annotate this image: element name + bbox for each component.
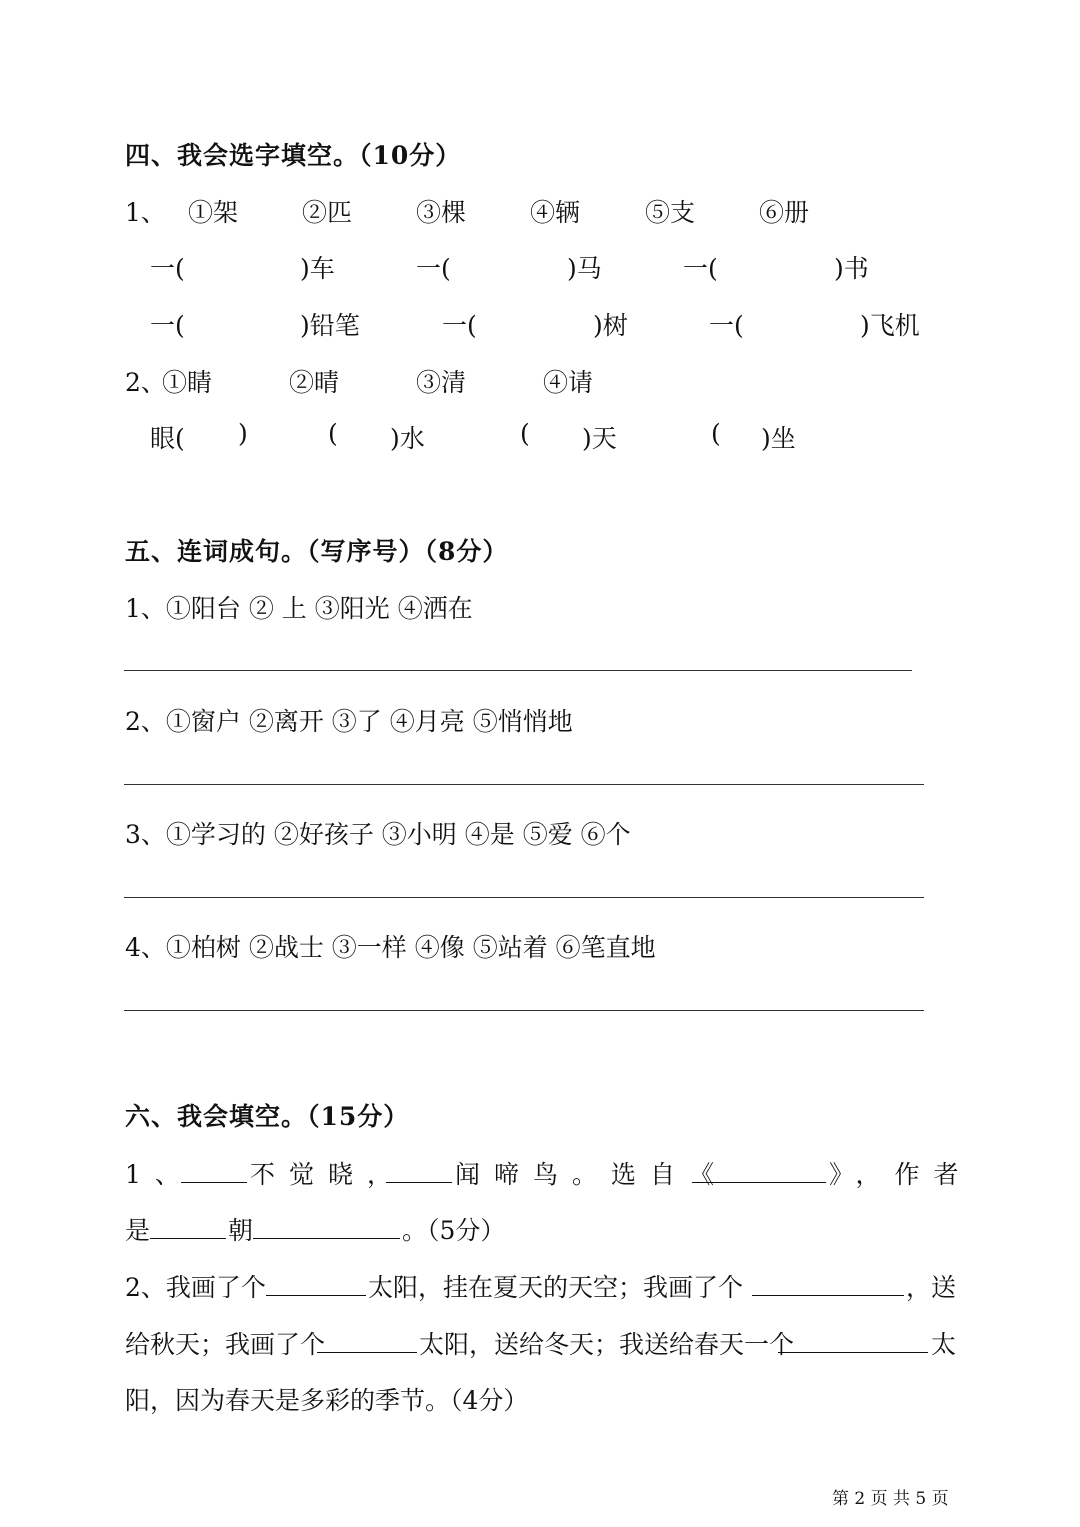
answer-blank[interactable]	[725, 251, 830, 277]
word-suffix: )坐	[761, 424, 796, 453]
fill-text: 。（5分）	[402, 1216, 506, 1245]
fill-text: 2、我画了个	[125, 1273, 266, 1302]
word-prefix: (	[711, 419, 721, 448]
answer-line[interactable]	[124, 1010, 924, 1011]
question-number: 1、	[125, 1160, 194, 1189]
answer-blank[interactable]	[752, 1271, 904, 1296]
answer-blank[interactable]	[192, 251, 297, 277]
section-4-title: 四、我会选字填空。（10分）	[125, 141, 462, 170]
question-number: 1、	[125, 198, 166, 227]
word-prefix: (	[328, 419, 338, 448]
measure-word-suffix: )车	[300, 254, 335, 283]
option: ②晴	[289, 368, 340, 397]
fill-text: 朝	[228, 1216, 254, 1245]
fill-text: 给秋天；我画了个	[125, 1330, 326, 1359]
question-text: 1、①阳台 ② 上 ③阳光 ④洒在	[125, 594, 473, 623]
measure-word-prefix: 一(	[416, 254, 451, 283]
option: ⑤支	[645, 198, 696, 227]
word-prefix: (	[520, 419, 530, 448]
measure-word-suffix: )马	[567, 254, 602, 283]
option: ①睛	[162, 368, 213, 397]
option: ⑥册	[759, 198, 810, 227]
option: ③棵	[416, 198, 467, 227]
section-5-title: 五、连词成句。（写序号）（8分）	[125, 537, 509, 566]
answer-blank[interactable]	[386, 1158, 452, 1183]
answer-blank[interactable]	[727, 421, 759, 447]
answer-blank[interactable]	[778, 1328, 928, 1353]
word-prefix: 眼(	[150, 424, 185, 453]
answer-line[interactable]	[124, 670, 912, 671]
question-text: 4、①柏树 ②战士 ③一样 ④像 ⑤站着 ⑥笔直地	[125, 933, 656, 962]
option: ④请	[543, 368, 594, 397]
fill-text: 不觉晓，	[250, 1160, 407, 1189]
answer-blank[interactable]	[751, 308, 856, 334]
question-text: 3、①学习的 ②好孩子 ③小明 ④是 ⑤爱 ⑥个	[125, 820, 631, 849]
answer-blank[interactable]	[484, 308, 589, 334]
measure-word-suffix: )飞机	[860, 311, 920, 340]
answer-blank[interactable]	[266, 1271, 366, 1296]
answer-blank[interactable]	[192, 421, 234, 447]
answer-blank[interactable]	[692, 1158, 826, 1183]
option: ④辆	[530, 198, 581, 227]
fill-text: 阳，因为春天是多彩的季节。（4分）	[125, 1386, 529, 1415]
answer-line[interactable]	[124, 784, 924, 785]
answer-blank[interactable]	[344, 421, 386, 447]
word-suffix: )天	[582, 424, 617, 453]
measure-word-prefix: 一(	[150, 311, 185, 340]
answer-blank[interactable]	[192, 308, 297, 334]
fill-text: 太阳，送给冬天；我送给春天一个	[419, 1330, 795, 1359]
fill-text: 是	[125, 1216, 151, 1245]
section-6-title: 六、我会填空。（15分）	[125, 1102, 410, 1131]
measure-word-suffix: )书	[834, 254, 869, 283]
answer-line[interactable]	[124, 897, 924, 898]
answer-blank[interactable]	[253, 1214, 400, 1239]
answer-blank[interactable]	[317, 1328, 417, 1353]
fill-text: 太阳，挂在夏天的天空；我画了个	[368, 1273, 744, 1302]
page-number: 第 2 页 共 5 页	[832, 1489, 949, 1509]
fill-text: ，送	[906, 1273, 957, 1302]
fill-text: 闻啼鸟。选自《	[455, 1160, 729, 1189]
measure-word-prefix: 一(	[442, 311, 477, 340]
answer-blank[interactable]	[536, 421, 578, 447]
measure-word-suffix: )树	[593, 311, 628, 340]
measure-word-suffix: )铅笔	[300, 311, 360, 340]
question-number: 2、	[125, 368, 166, 397]
measure-word-prefix: 一(	[683, 254, 718, 283]
option: ③清	[416, 368, 467, 397]
answer-blank[interactable]	[458, 251, 563, 277]
answer-blank[interactable]	[181, 1158, 247, 1183]
option: ②匹	[302, 198, 353, 227]
word-suffix: )水	[390, 424, 425, 453]
answer-blank[interactable]	[150, 1214, 226, 1239]
question-text: 2、①窗户 ②离开 ③了 ④月亮 ⑤悄悄地	[125, 707, 573, 736]
measure-word-prefix: 一(	[150, 254, 185, 283]
word-suffix: )	[238, 419, 248, 448]
measure-word-prefix: 一(	[709, 311, 744, 340]
fill-text: 》，作者	[829, 1160, 973, 1189]
fill-text: 太	[931, 1330, 957, 1359]
option: ①架	[188, 198, 239, 227]
